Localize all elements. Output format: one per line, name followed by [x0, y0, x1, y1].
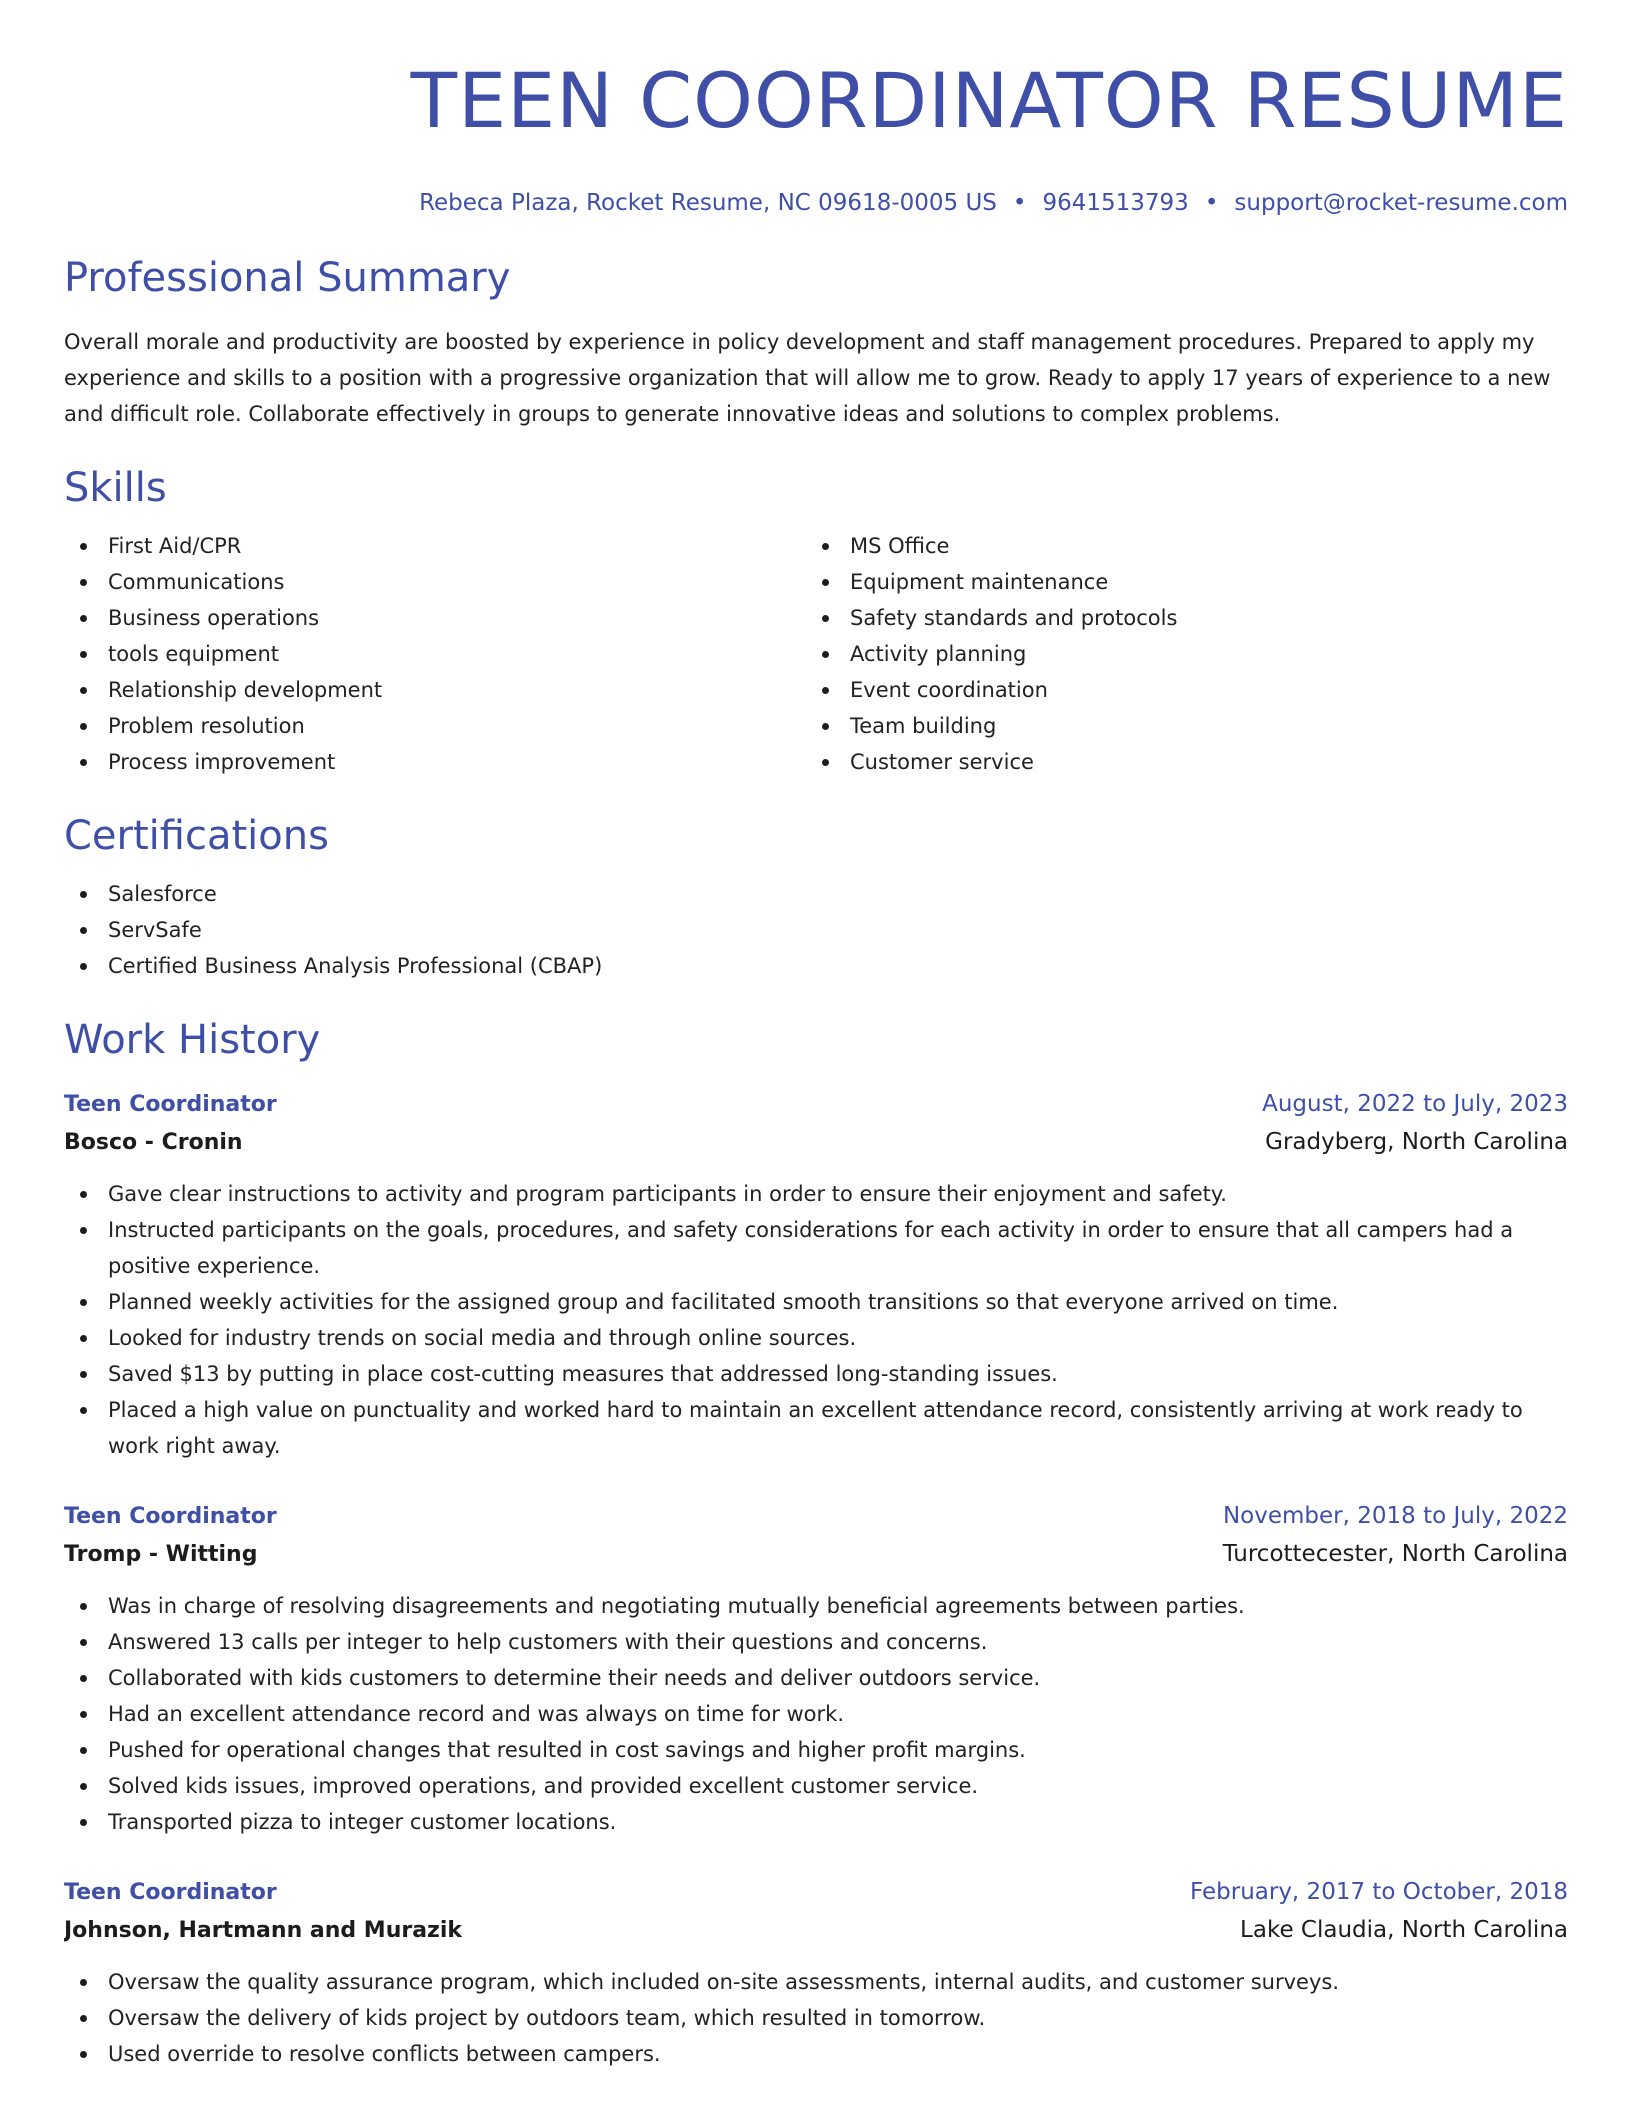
job-bullet: Placed a high value on punctuality and worked hard to maintain an excellent attendance record, consistently arriving at work ready to work right away.	[64, 1392, 1568, 1464]
job-bullet: Oversaw the delivery of kids project by outdoors team, which resulted in tomorrow.	[64, 2000, 1568, 2036]
job-bullet: Used override to resolve conflicts between campers.	[64, 2036, 1568, 2072]
work-history-heading: Work History	[64, 1017, 321, 1063]
job-title: Teen Coordinator	[64, 1092, 277, 1117]
job-location: Lake Claudia, North Carolina	[1240, 1917, 1568, 1943]
job-title-row	[64, 1874, 1568, 1911]
contact-phone: 9641513793	[1042, 190, 1189, 216]
skills-grid	[64, 528, 1568, 780]
job-bullet: Was in charge of resolving disagreements and negotiating mutually beneficial agreements between parties.	[64, 1588, 1568, 1624]
job-bullet: Saved $13 by putting in place cost-cutting measures that addressed long-standing issues.	[64, 1356, 1568, 1392]
resume-title: TEEN COORDINATOR RESUME	[410, 56, 1568, 145]
skill-item: Process improvement	[64, 744, 806, 780]
job-title: Teen Coordinator	[64, 1880, 277, 1905]
skills-heading: Skills	[64, 465, 167, 511]
job-company: Bosco - Cronin	[64, 1130, 243, 1155]
job-bullet: Gave clear instructions to activity and program participants in order to ensure their enjoyment and safety.	[64, 1176, 1568, 1212]
job-title-row	[64, 1086, 1568, 1123]
job-bullet: Had an excellent attendance record and was always on time for work.	[64, 1696, 1568, 1732]
resume-page	[64, 0, 1568, 2112]
skills-list-left	[64, 528, 806, 780]
skill-item: Relationship development	[64, 672, 806, 708]
skill-item: First Aid/CPR	[64, 528, 806, 564]
job-bullet: Answered 13 calls per integer to help customers with their questions and concerns.	[64, 1624, 1568, 1660]
skill-item: Customer service	[806, 744, 1548, 780]
resume-header	[64, 0, 1568, 218]
job-company-row	[64, 1123, 1568, 1162]
skill-item: tools equipment	[64, 636, 806, 672]
job-title-row	[64, 1498, 1568, 1535]
job-company: Tromp - Witting	[64, 1542, 258, 1567]
job-bullet: Looked for industry trends on social media and through online sources.	[64, 1320, 1568, 1356]
skill-item: Equipment maintenance	[806, 564, 1548, 600]
job-company-row	[64, 1535, 1568, 1574]
certification-item: Certified Business Analysis Professional (CBAP)	[64, 948, 1568, 984]
job-company: Johnson, Hartmann and Murazik	[64, 1918, 463, 1943]
skill-item: Team building	[806, 708, 1548, 744]
job-bullet: Solved kids issues, improved operations, and provided excellent customer service.	[64, 1768, 1568, 1804]
summary-heading: Professional Summary	[64, 255, 511, 301]
job-bullets	[64, 1588, 1568, 1840]
job-location: Turcottecester, North Carolina	[1222, 1541, 1568, 1567]
summary-text: Overall morale and productivity are boosted by experience in policy development and staff management procedures. Prepared to apply my experience and skills to a position with a progressive organization that will allow me to grow. Ready to apply 17 years of experience to a new and difficult role. Collaborate effectively in groups to generate innovative ideas and solutions to complex problems.	[64, 330, 1551, 426]
contact-address: Rebeca Plaza, Rocket Resume, NC 09618-0005 US	[419, 190, 997, 216]
certifications-list	[64, 876, 1568, 984]
job-location: Gradyberg, North Carolina	[1265, 1129, 1568, 1155]
job-entry	[64, 1498, 1568, 1840]
job-entry	[64, 1874, 1568, 2072]
job-bullets	[64, 1176, 1568, 1464]
certification-item: Salesforce	[64, 876, 1568, 912]
job-bullet: Planned weekly activities for the assigned group and facilitated smooth transitions so that everyone arrived on time.	[64, 1284, 1568, 1320]
certifications-heading: Certifications	[64, 813, 329, 859]
job-dates: August, 2022 to July, 2023	[1262, 1091, 1568, 1117]
job-bullet: Collaborated with kids customers to determine their needs and deliver outdoors service.	[64, 1660, 1568, 1696]
job-company-row	[64, 1911, 1568, 1950]
job-bullet: Pushed for operational changes that resulted in cost savings and higher profit margins.	[64, 1732, 1568, 1768]
skills-list-right	[806, 528, 1548, 780]
contact-email[interactable]: support@rocket-resume.com	[1234, 190, 1568, 216]
skill-item: Communications	[64, 564, 806, 600]
skill-item: Safety standards and protocols	[806, 600, 1548, 636]
skill-item: MS Office	[806, 528, 1548, 564]
contact-separator: •	[1204, 190, 1219, 216]
certification-item: ServSafe	[64, 912, 1568, 948]
job-dates: November, 2018 to July, 2022	[1222, 1503, 1568, 1529]
job-dates: February, 2017 to October, 2018	[1190, 1879, 1568, 1905]
job-bullet: Oversaw the quality assurance program, which included on-site assessments, internal audits, and customer surveys.	[64, 1964, 1568, 2000]
job-bullet: Transported pizza to integer customer locations.	[64, 1804, 1568, 1840]
contact-line	[64, 188, 1568, 218]
skill-item: Problem resolution	[64, 708, 806, 744]
job-title: Teen Coordinator	[64, 1504, 277, 1529]
job-bullet: Instructed participants on the goals, procedures, and safety considerations for each activity in order to ensure that all campers had a positive experience.	[64, 1212, 1568, 1284]
job-bullets	[64, 1964, 1568, 2072]
job-entry	[64, 1086, 1568, 1464]
contact-separator: •	[1012, 190, 1027, 216]
skill-item: Event coordination	[806, 672, 1548, 708]
skill-item: Business operations	[64, 600, 806, 636]
skill-item: Activity planning	[806, 636, 1548, 672]
